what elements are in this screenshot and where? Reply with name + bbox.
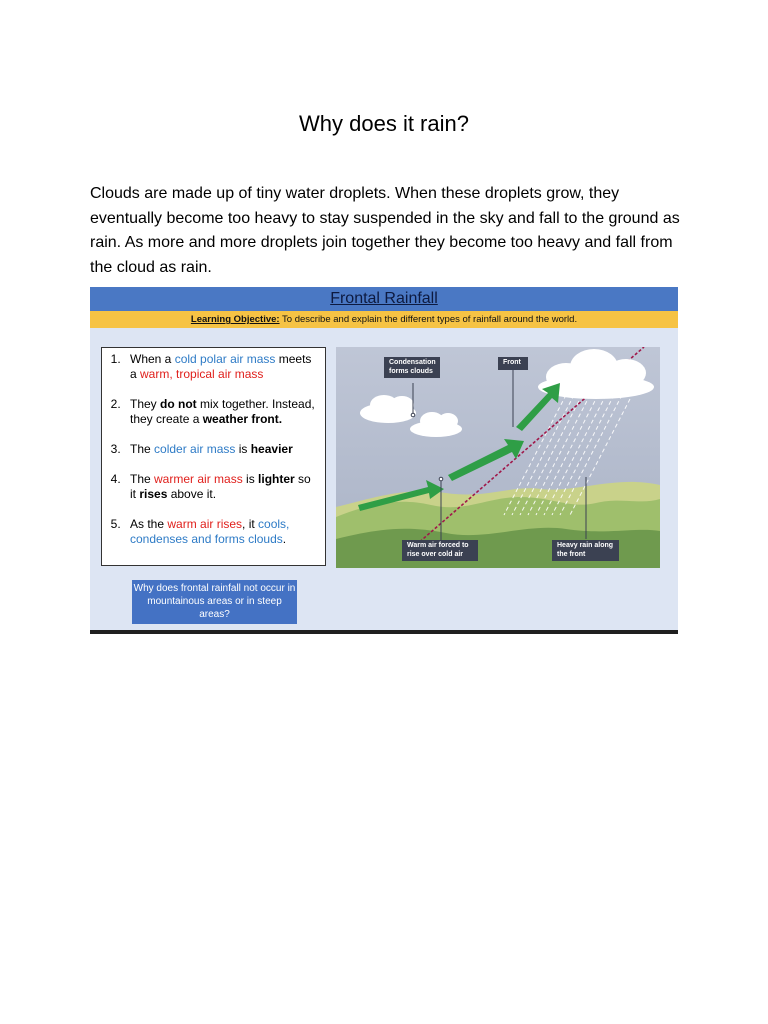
step-item [124,517,319,547]
pointer-dot-1 [411,413,415,417]
step-text: meets a [130,352,312,381]
steps-box [101,347,326,566]
step-text: As the [130,517,168,531]
step-item [124,442,319,457]
step-item [124,397,319,427]
step-text: warm, tropical air mass [140,367,264,381]
step-text: cools, condenses and forms clouds [130,517,290,546]
step-text: heavier [250,442,293,456]
step-text: cold polar air mass [174,352,276,366]
steps-list [110,352,319,547]
step-text: When a [130,352,175,366]
label-condensation: Condensation forms clouds [384,357,440,378]
step-text: . [282,532,287,546]
step-item [124,472,319,502]
step-text: rises [139,487,168,501]
step-text: , it [242,517,259,531]
frontal-rainfall-slide [90,287,678,634]
pointer-dot-2 [439,477,443,481]
step-text: They [130,397,161,411]
diagram-illustration [336,347,660,568]
step-text: is [235,442,251,456]
objective-label: Learning Objective: [190,314,280,325]
step-text: warmer air mass [154,472,243,486]
step-text: The [130,472,155,486]
intro-paragraph: Clouds are made up of tiny water droplets. When these droplets grow, they eventually become too heavy to stay suspended in the sky and fall to the ground as rain. As more and more droplets join together they become too heavy and fall from the cloud as rain. [90,185,680,276]
step-text: above it. [167,487,217,501]
question-box: Why does frontal rainfall not occur in mountainous areas or in steep areas? [132,580,297,624]
frontal-rainfall-diagram [336,347,660,568]
step-text: is [242,472,259,486]
learning-objective [90,311,678,328]
step-text: The [130,442,155,456]
step-text: warm air rises [167,517,243,531]
step-text: weather front. [202,412,283,426]
step-item [124,352,319,382]
label-warm-air: Warm air forced to rise over cold air [402,540,478,561]
step-text: mix together. Instead, they create a [130,397,315,426]
label-front: Front [498,357,528,370]
page-title: Why does it rain? [299,110,469,136]
step-text: so it [130,472,311,501]
step-text: lighter [258,472,295,486]
step-text: do not [160,397,197,411]
label-heavy-rain: Heavy rain along the front [552,540,619,561]
step-text: colder air mass [154,442,236,456]
objective-text: To describe and explain the different types of rainfall around the world. [279,314,578,325]
slide-heading: Frontal Rainfall [90,287,678,311]
